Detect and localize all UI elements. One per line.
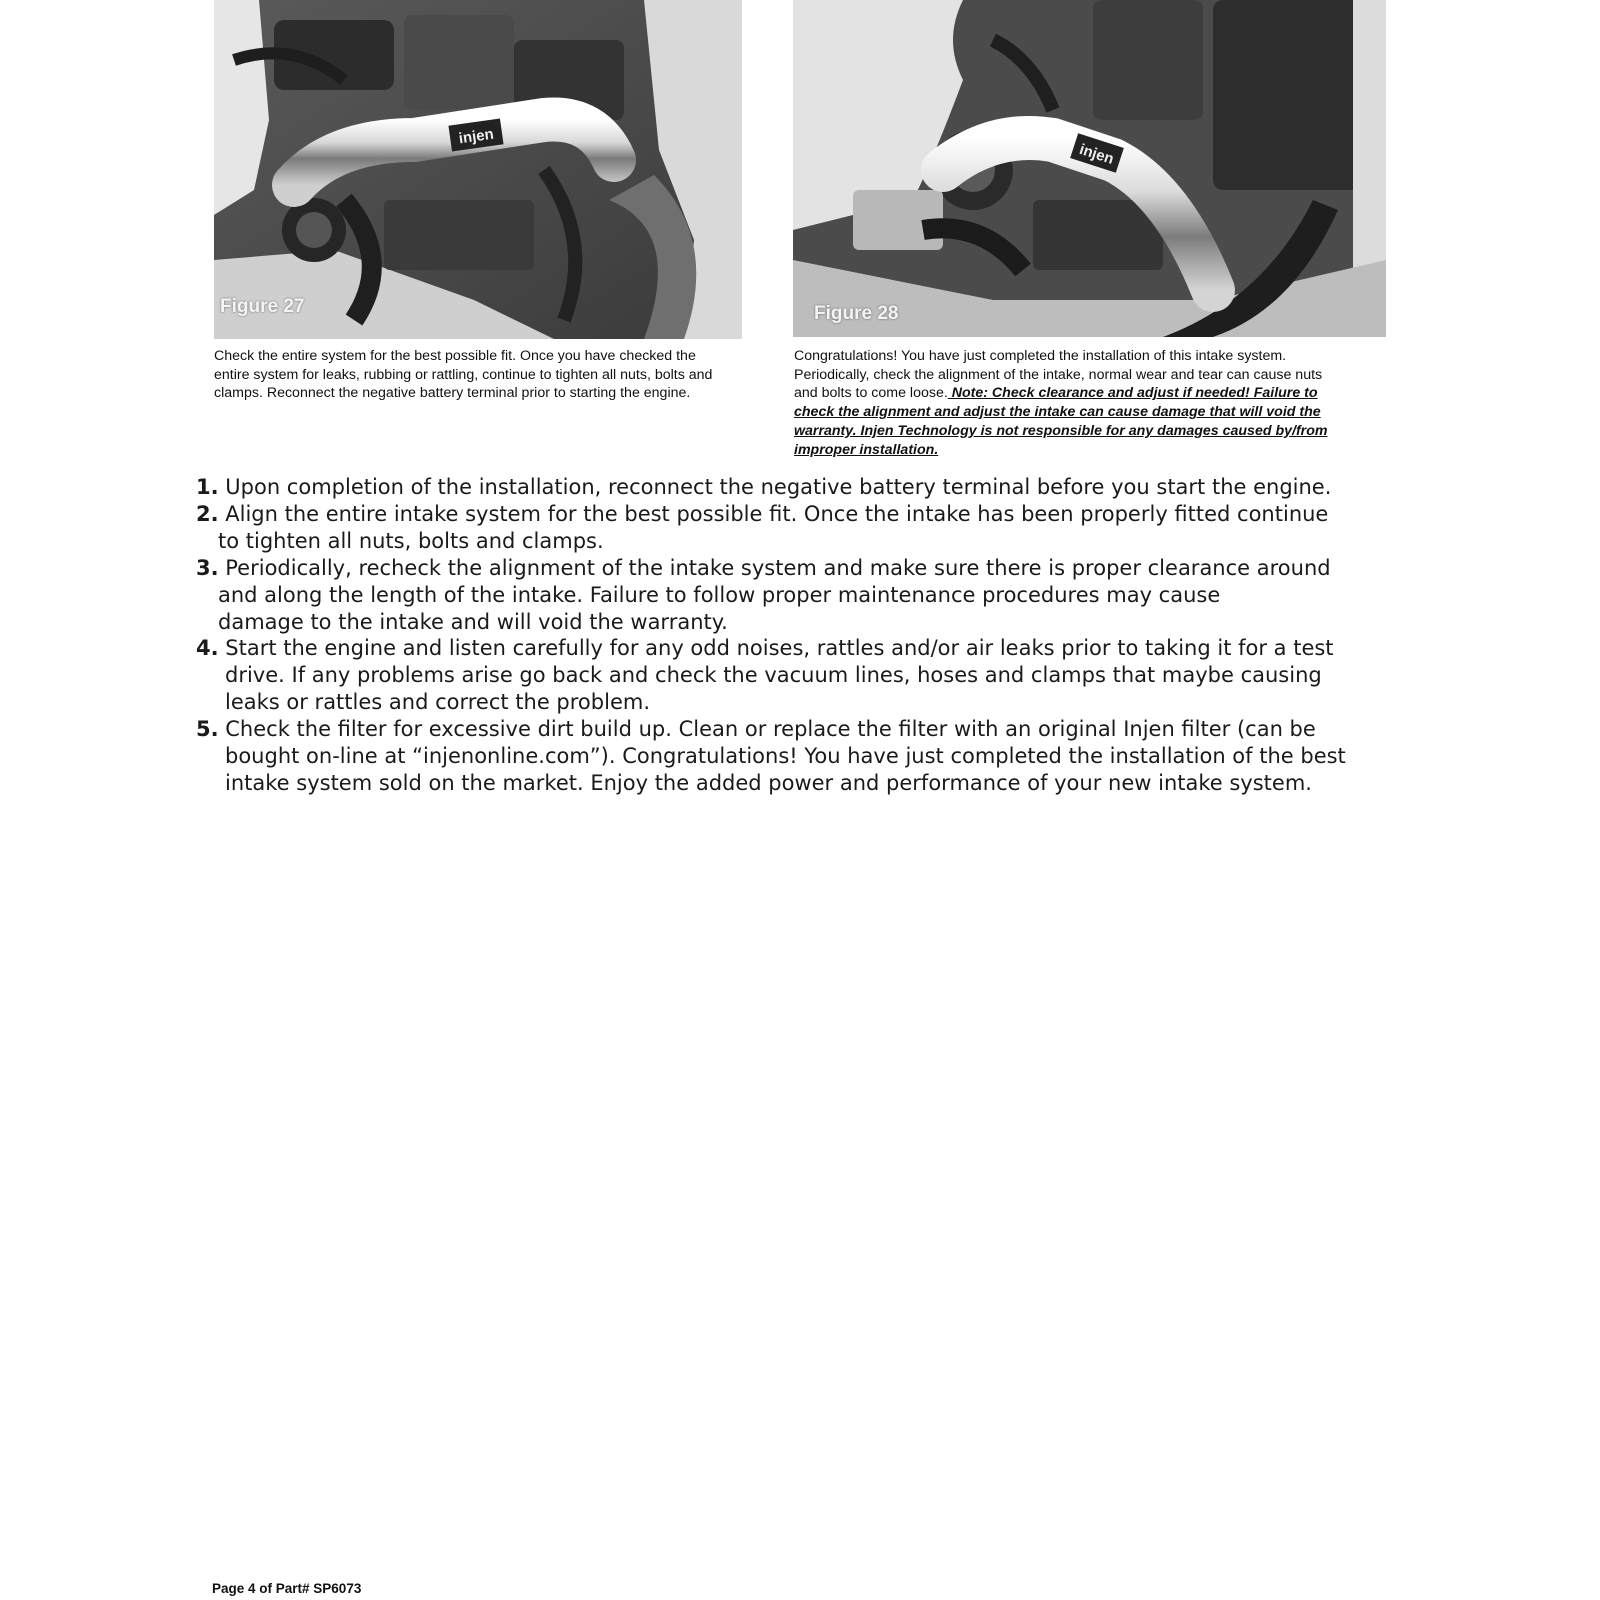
warranty-note: check the alignment and adjust the intake can cause damage that will void the [794,404,1321,421]
step-1 [196,474,1496,501]
step-number: 3. [196,555,219,580]
step-text-continued: leaks or rattles and correct the problem. [225,690,650,715]
step-text: Start the engine and listen carefully for any odd noises, rattles and/or air leaks prior to taking it for a test [218,636,1334,661]
step-3 [196,555,1496,582]
warranty-note: improper installation. [794,441,939,458]
caption-line: Periodically, check the alignment of the intake, normal wear and tear can cause nuts [794,366,1323,383]
step-number: 4. [196,636,219,661]
instruction-steps [196,474,1496,797]
caption-line: entire system for leaks, rubbing or rattling, continue to tighten all nuts, bolts and [214,366,713,383]
step-text-continued: drive. If any problems arise go back and check the vacuum lines, hoses and clamps that maybe causing [225,663,1322,688]
figure-27-label: Figure 27 [220,296,305,317]
step-5 [196,716,1496,743]
step-text: Check the filter for excessive dirt build up. Clean or replace the filter with an original Injen filter (can be [218,717,1316,742]
step-4 [196,635,1496,662]
step-text-continued: damage to the intake and will void the warranty. [218,609,728,634]
warranty-note: warranty. Injen Technology is not responsible for any damages caused by/from [794,422,1328,439]
caption-line: Check the entire system for the best possible fit. Once you have checked the [214,348,696,364]
figure-28-caption [794,347,1414,459]
step-number: 1. [196,475,219,499]
step-number: 5. [196,717,219,742]
step-text-continued: bought on-line at “injenonline.com”). Congratulations! You have just completed the installation of the best [225,744,1346,769]
caption-line-with-note [794,384,1414,403]
caption-line: and bolts to come loose. [794,385,948,402]
step-text-continued: to tighten all nuts, bolts and clamps. [218,528,604,553]
warranty-note: Note: Check clearance and adjust if needed! Failure to [947,385,1318,402]
step-text: Periodically, recheck the alignment of the intake system and make sure there is proper clearance around [218,555,1331,580]
page-footer: Page 4 of Part# SP6073 [212,1581,362,1596]
figure-28-label: Figure 28 [814,303,899,324]
step-text-continued: intake system sold on the market. Enjoy the added power and performance of your new intake system. [225,770,1312,795]
caption-line: Congratulations! You have just completed the installation of this intake system. [794,348,1287,364]
pipe-logo-27: injen [457,125,495,148]
engine-bay-photo-28 [793,0,1386,337]
step-text: Align the entire intake system for the best possible fit. Once the intake has been properly fitted continue [218,501,1329,526]
step-2 [196,501,1496,528]
step-text: Upon completion of the installation, reconnect the negative battery terminal before you start the engine. [218,475,1332,499]
pipe-logo-28: injen [1077,140,1116,168]
figure-28-photo [793,0,1386,337]
step-text-continued: and along the length of the intake. Failure to follow proper maintenance procedures may cause [218,582,1221,607]
figure-27-photo [214,0,742,339]
step-number: 2. [196,501,219,526]
caption-line: clamps. Reconnect the negative battery terminal prior to starting the engine. [214,385,691,402]
engine-bay-photo-27 [214,0,742,339]
figure-27-caption [214,347,774,403]
